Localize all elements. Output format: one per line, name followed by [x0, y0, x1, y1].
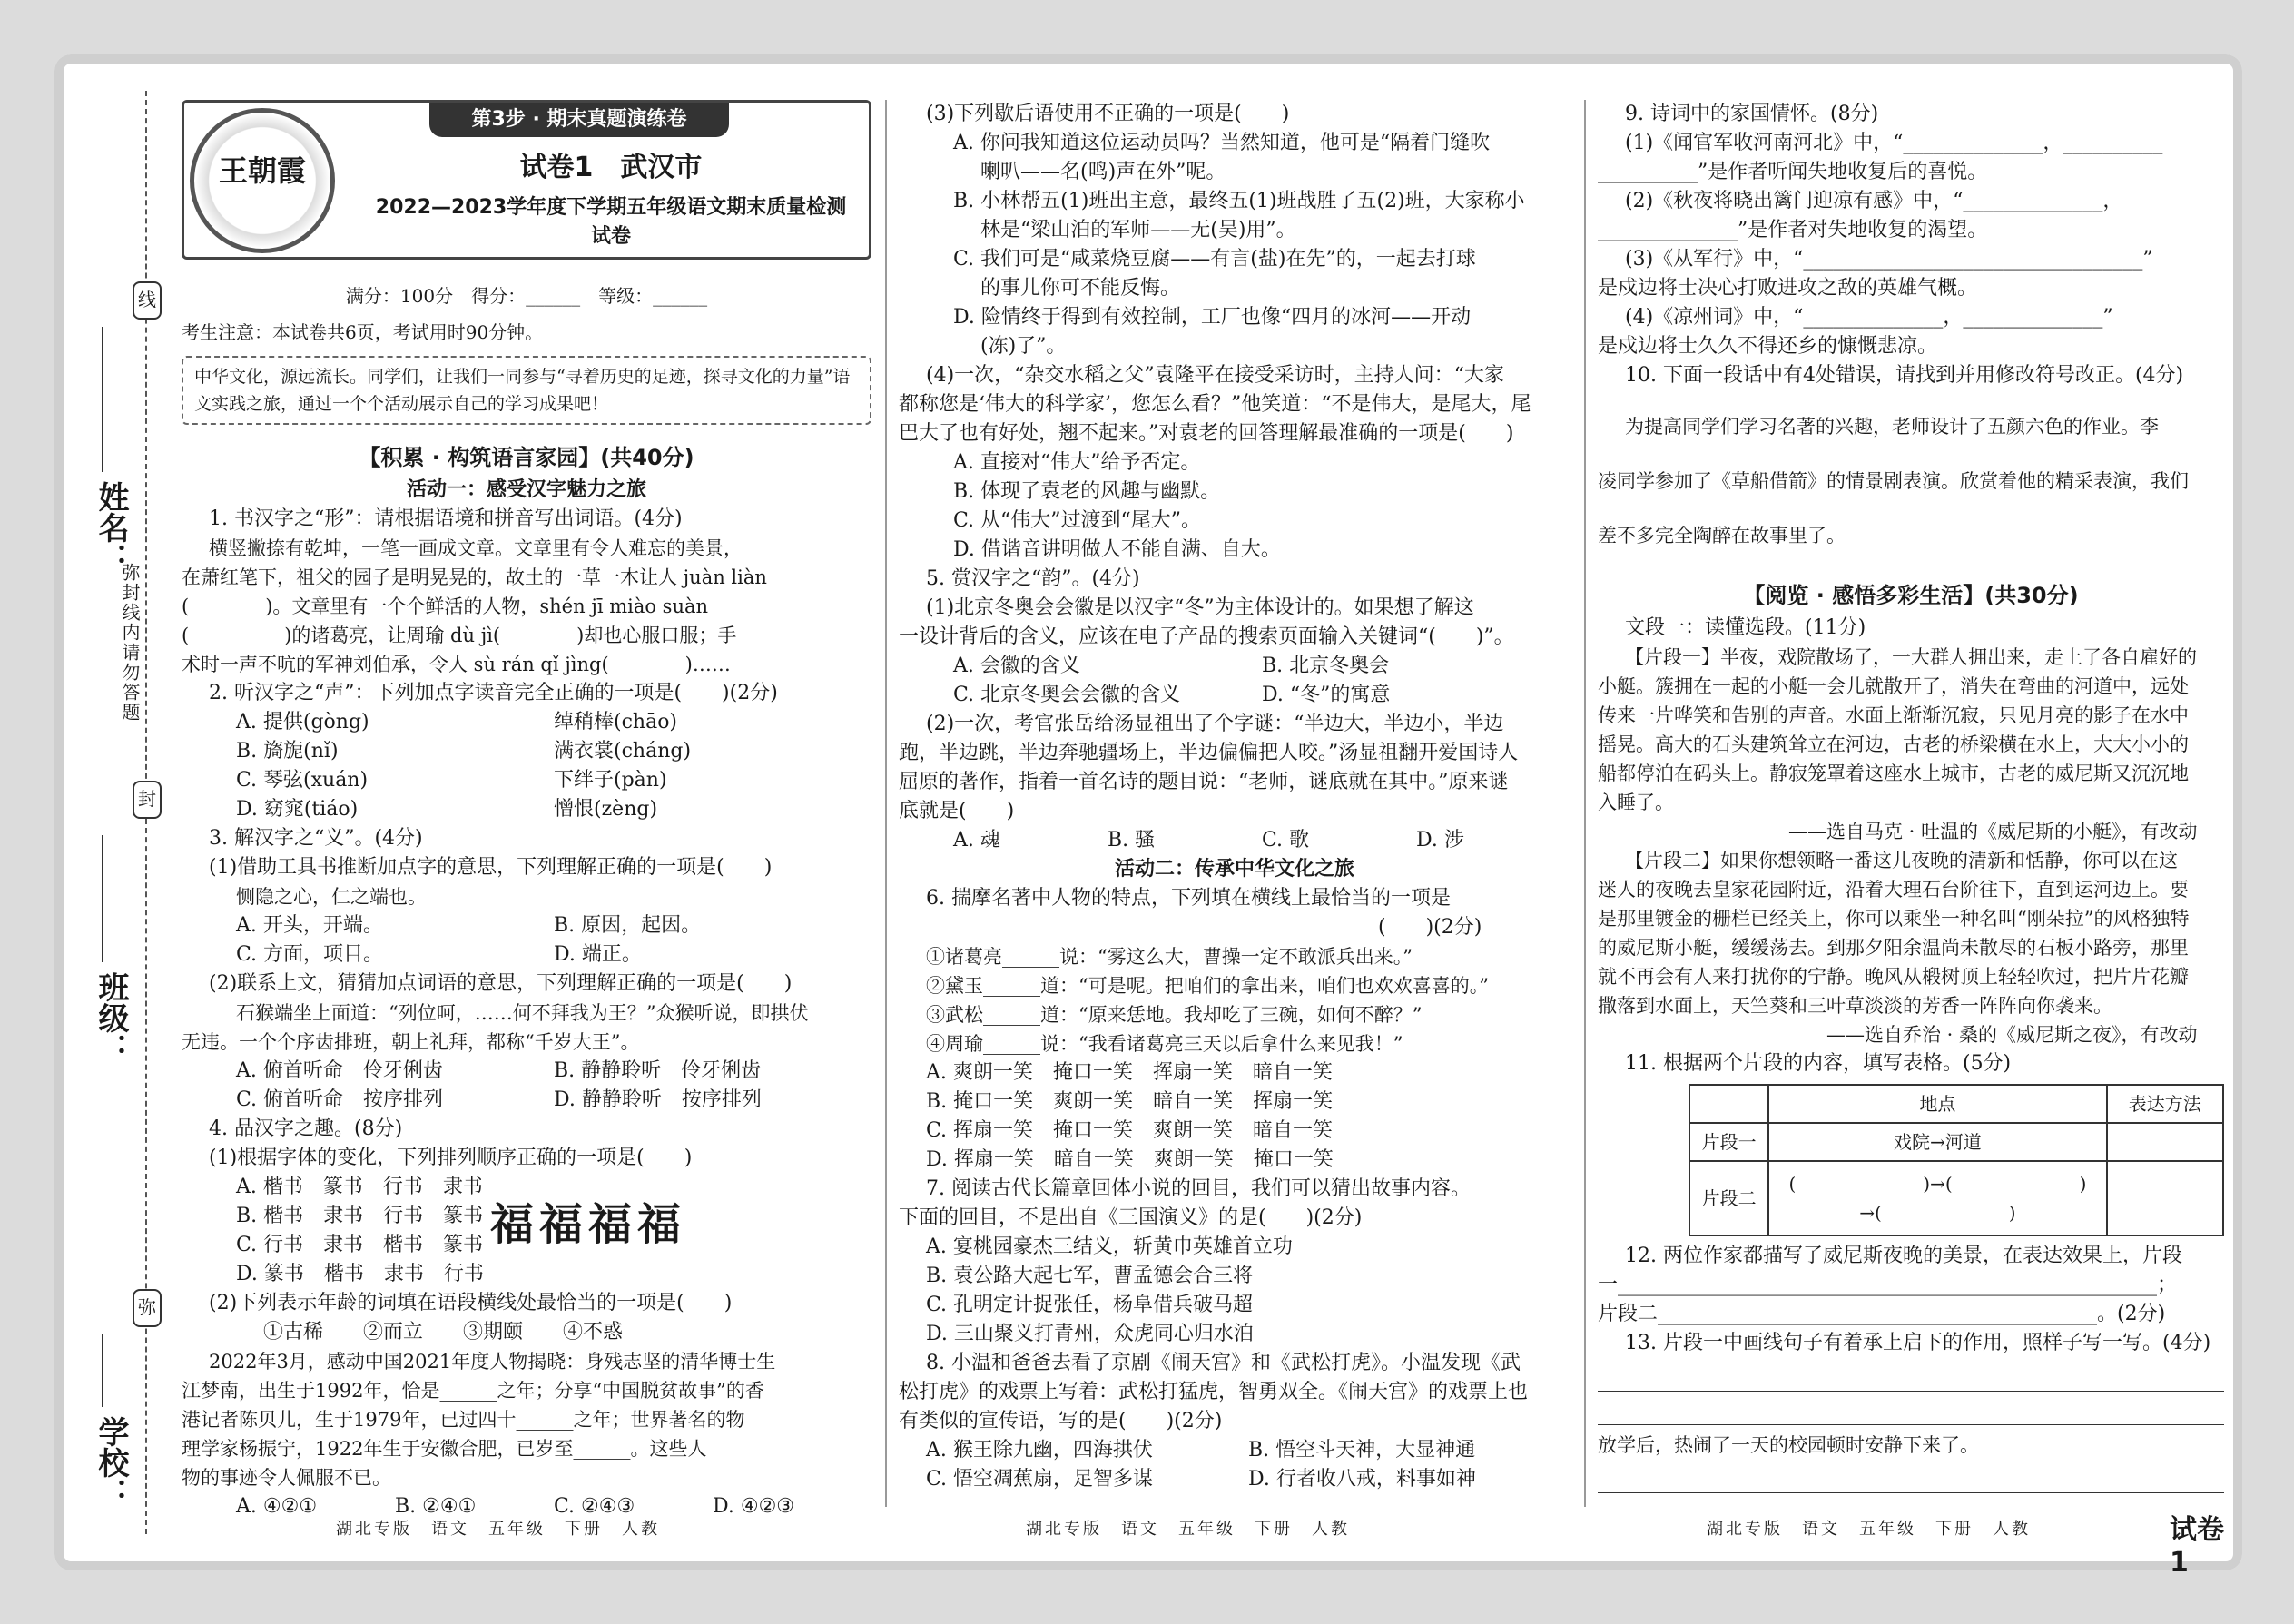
score-line: 满分：100分 得分：______ 等级：______: [345, 285, 708, 307]
text-line: 是戍边将士决心打败进攻之敌的英雄气概。: [1598, 277, 1978, 300]
option: C. 歌: [1262, 829, 1310, 851]
option: 绰稍棒(chāo): [554, 711, 678, 733]
footer-text: 湖北专版 语文 五年级 下册 人教: [336, 1520, 660, 1539]
table-cell: 戏院→河道: [1768, 1123, 2106, 1161]
text-line: ④周瑜______说：“我看诸葛亮三天以后拿什么来见我！”: [926, 1033, 1403, 1055]
brand-logo: [190, 108, 335, 253]
text-line: 10. 下面一段话中有4处错误，请找到并用修改符号改正。(4分): [1625, 364, 2184, 387]
logo-text: 王朝霞: [218, 153, 306, 188]
text-line: D. 借谐音讲明做人不能自满、自大。: [953, 538, 1281, 561]
text-line: 是那里镀金的栅栏已经关上，你可以乘坐一种名叫“刚朵拉”的风格独特: [1598, 908, 2190, 930]
question-list: [182, 443, 871, 1521]
option: C. 悟空凋蕉扇，足智多谋: [926, 1468, 1154, 1491]
option: D. 行者收八戒，料事如神: [1248, 1468, 1476, 1491]
text-line: 江梦南，出生于1992年，恰是______之年；分享“中国脱贫故事”的香: [182, 1380, 764, 1402]
text-line: B. 楷书 隶书 行书 篆书: [236, 1205, 484, 1227]
text-line: [899, 1465, 1570, 1494]
text-line: C. 挥扇一笑 掩口一笑 爽朗一笑 暗自一笑: [926, 1119, 1334, 1142]
question-list: [899, 100, 1570, 1494]
table-row-label: 片段二: [1689, 1161, 1768, 1235]
text-line: [182, 708, 871, 737]
text-line: 9. 诗词中的家国情怀。(8分): [1625, 103, 1879, 125]
text-line: D. 挥扇一笑 暗自一笑 爽朗一笑 掩口一笑: [926, 1148, 1334, 1171]
text-line: 11. 根据两个片段的内容，填写表格。(5分): [1625, 1052, 2012, 1075]
option: B. 悟空斗天神，大显神通: [1248, 1439, 1476, 1462]
column-divider: [885, 100, 887, 1507]
text-line: 下面的回目，不是出自《三国演义》的是( )(2分): [899, 1206, 1363, 1229]
text-line: 林是“梁山泊的军师——无(吴)用”。: [980, 219, 1296, 241]
text-line: 恻隐之心，仁之端也。: [236, 886, 427, 908]
text-line: 3. 解汉字之“义”。(4分): [209, 827, 423, 850]
fu-calligraphy-image: 福福福福: [490, 1199, 687, 1250]
text-line: 底就是( ): [899, 800, 1015, 822]
option: D. ④②③: [713, 1495, 795, 1518]
option: A. 提供(gòng): [236, 711, 369, 733]
text-line: B. 袁公路大起七军，曹孟德会合三将: [926, 1265, 1254, 1287]
text-line: A. 爽朗一笑 掩口一笑 挥扇一笑 暗自一笑: [926, 1061, 1333, 1084]
text-line: 理学家杨振宁，1922年生于安徽合肥，已岁至______。这些人: [182, 1438, 707, 1460]
text-line: (2)下列表示年龄的词填在语段横线处最恰当的一项是( ): [209, 1292, 733, 1314]
text-line: 松打虎》的戏票上写着：武松打猛虎，智勇双全。《闹天宫》的戏票上也: [899, 1381, 1529, 1403]
text-line: 【片段一】半夜，戏院散场了，一大群人拥出来，走上了各自雇好的: [1625, 646, 2197, 668]
answer-cell[interactable]: [1768, 1161, 2106, 1235]
text-line: 港记者陈贝儿，生于1979年，已过四十______之年；世界著名的物: [182, 1409, 745, 1431]
text-line: 撒落到水面上，天竺葵和三叶草淡淡的芳香一阵阵向你袭来。: [1598, 995, 2112, 1017]
answer-table: [1689, 1084, 2224, 1236]
text-line: ( )的诸葛亮，让周瑜 dù jì( )却也心服口服；手: [182, 625, 737, 646]
text-line: 7. 阅读古代长篇章回体小说的回目，我们可以猜出故事内容。: [926, 1177, 1471, 1200]
text-line: 是戍边将士久久不得还乡的慷慨悲凉。: [1598, 335, 1938, 358]
text-line: (1)北京冬奥会会徽是以汉字“冬”为主体设计的。如果想了解这: [926, 596, 1474, 619]
answer-line[interactable]: [1598, 1392, 2224, 1425]
text-line: __________”是作者听闻失地收复后的喜悦。: [1598, 161, 1988, 183]
text-line: 迷人的夜晚去皇家花园附近，沿着大理石台阶往下，直到运河边上。要: [1598, 879, 2189, 901]
text-line: D. 三山聚义打青州，众虎同心归水泊: [926, 1323, 1254, 1345]
school-label: 学校：: [93, 1416, 129, 1509]
text-line: 【积累 · 构筑语言家园】(共40分): [359, 445, 694, 470]
text-line: 片段二____________________________________________。(2分): [1598, 1303, 2166, 1325]
text-line: 屈原的著作，指着一首名诗的题目说：“老师，谜底就在其中。”原来谜: [899, 771, 1509, 793]
option: C. 方面，项目。: [236, 943, 384, 966]
text-line: 传来一片哗笑和告别的声音。水面上渐渐沉寂，只见月亮的影子在水中: [1598, 704, 2189, 726]
error-line: 为提高同学们学习名著的兴趣，老师设计了五颜六色的作业。李: [1625, 416, 2159, 438]
option: C. 俯首听命 按序排列: [236, 1088, 444, 1111]
text-line: 8. 小温和爸爸去看了京剧《闹天宫》和《武松打虎》。小温发现《武: [926, 1352, 1521, 1374]
text-line: [182, 911, 871, 940]
text-line: C. 行书 隶书 楷书 篆书: [236, 1234, 484, 1256]
name-label: 姓名：: [93, 481, 129, 574]
text-line: 12. 两位作家都描写了威尼斯夜晚的美景，在表达效果上，片段: [1625, 1245, 2182, 1267]
text-line: 横竖撇捺有乾坤，一笔一画成文章。文章里有令人难忘的美景，: [209, 537, 743, 559]
answer-line[interactable]: [1598, 1358, 2224, 1392]
option: B. 旖旎(nǐ): [236, 740, 339, 763]
footer-text: 湖北专版 语文 五年级 下册 人教: [1707, 1520, 2031, 1539]
text-line: [899, 826, 1570, 855]
seal-mark-feng: 封: [133, 781, 162, 819]
answer-cell[interactable]: [2107, 1161, 2223, 1235]
option: C. 琴弦(xuán): [236, 769, 369, 792]
option: D. 端正。: [554, 943, 642, 966]
option: 下绊子(pàn): [554, 769, 667, 792]
option: D. 静静聆听 按序排列: [554, 1088, 762, 1111]
text-line: 船都停泊在码头上。静寂笼罩着这座水上城市，古老的威尼斯又沉沉地: [1598, 763, 2189, 784]
option: B. 静静聆听 伶牙俐齿: [554, 1059, 762, 1082]
text-line: [182, 766, 871, 795]
question-list: [1598, 1242, 2224, 1358]
error-line: 差不多完全陶醉在故事里了。: [1598, 525, 1846, 546]
text-line: 13. 片段一中画线句子有着承上启下的作用，照样子写一写。(4分): [1625, 1332, 2211, 1354]
text-line: 4. 品汉字之趣。(8分): [209, 1117, 403, 1140]
text-line: 有类似的宣传语，写的是( )(2分): [899, 1410, 1223, 1432]
reading-section: [1598, 581, 2224, 1078]
text-line: 的威尼斯小艇，缓缓荡去。到那夕阳余温尚未散尽的石板小路旁，那里: [1598, 937, 2189, 959]
table-header: 地点: [1768, 1085, 2106, 1123]
text-line: 的事儿你可不能反悔。: [980, 277, 1181, 300]
text-line: 术时一声不吭的军神刘伯承，令人 sù rán qǐ jìng( )……: [182, 654, 731, 675]
text-line: 活动二：传承中华文化之旅: [1114, 858, 1354, 881]
text-line: (1)根据字体的变化，下列排列顺序正确的一项是( ): [209, 1147, 693, 1169]
text-line: [182, 1086, 871, 1115]
text-line: C. 我们可是“咸菜烧豆腐——有言(盐)在先”的，一起去打球: [953, 248, 1476, 271]
text-line: [899, 681, 1570, 710]
text-line: (冻)了”。: [980, 335, 1067, 358]
option: B. ②④①: [395, 1495, 477, 1518]
text-line: A. 宴桃园豪杰三结义，斩黄巾英雄首立功: [926, 1235, 1293, 1258]
text-line: [899, 652, 1570, 681]
text-line: (2)一次，考官张岳给汤显祖出了个字谜：“半边大，半边小，半边: [926, 713, 1504, 735]
text-line: B. 体现了袁老的风趣与幽默。: [953, 480, 1221, 503]
text-line: B. 掩口一笑 爽朗一笑 暗自一笑 挥扇一笑: [926, 1090, 1334, 1113]
option: C. 北京冬奥会会徽的含义: [953, 684, 1181, 706]
text-line: 石猴端坐上面道：“列位呵，……何不拜我为王？”众猴听说，即拱伏: [236, 1002, 809, 1024]
exam-notice: 考生注意：本试卷共6页，考试用时90分钟。: [182, 321, 544, 343]
error-passage: [1598, 399, 2224, 563]
text-line: ②黛玉______道：“可是呢。把咱们的拿出来，咱们也欢欢喜喜的。”: [926, 975, 1489, 997]
text-line: 文段一：读懂选段。(11分): [1625, 616, 1866, 639]
text-line: (2)联系上文，猜猜加点词语的意思，下列理解正确的一项是( ): [209, 972, 793, 995]
text-line: (4)《凉州词》中，“______________，______________”: [1625, 306, 2113, 329]
option: B. 北京冬奥会: [1262, 655, 1390, 677]
text-line: (3)下列歇后语使用不正确的一项是( ): [926, 103, 1290, 125]
text-line: 2022年3月，感动中国2021年度人物揭晓：身残志坚的清华博士生: [209, 1351, 776, 1373]
option: 憎恨(zèng): [554, 798, 658, 821]
text-line: 无违。一个个序齿排班，朝上礼拜，都称“千岁大王”。: [182, 1031, 640, 1053]
class-blank[interactable]: [102, 835, 103, 962]
paper-header: [182, 100, 871, 260]
text-line: ①诸葛亮______说：“雾这么大，曹操一定不敢派兵出来。”: [926, 946, 1413, 968]
seal-mark-mi: 弥: [133, 1289, 162, 1327]
text-line: ( )。文章里有一个个鲜活的人物，shén jī miào suàn: [182, 595, 709, 617]
text-line: [182, 940, 871, 969]
option: C. ②④③: [554, 1495, 635, 1518]
text-line: 喇叭——名(鸣)声在外”呢。: [980, 161, 1226, 183]
text-line: 5. 赏汉字之“韵”。(4分): [926, 567, 1140, 590]
paper-subtitle: 2022—2023学年度下学期五年级语文期末质量检测试卷: [375, 196, 847, 248]
text-line: D. 险情终于得到有效控制，工厂也像“四月的冰河——开动: [953, 306, 1472, 329]
text-line: (1)借助工具书推断加点字的意思，下列理解正确的一项是( ): [209, 856, 773, 879]
text-line: 在萧红笔下，祖父的园子是明晃晃的，故土的一草一木让人 juàn liàn: [182, 566, 767, 588]
text-line: [899, 1436, 1570, 1465]
column-two: [899, 100, 1570, 1494]
footer-text: 湖北专版 语文 五年级 下册 人教: [1026, 1520, 1350, 1539]
text-line: 巴大了也有好处，翘不起来。”对袁老的回答理解最准确的一项是( ): [899, 422, 1514, 445]
option: 满衣裳(cháng): [554, 740, 692, 763]
table-cell: [1689, 1085, 1768, 1123]
error-line: 凌同学参加了《草船借箭》的情景剧表演。欣赏着他的精采表演，我们: [1598, 470, 2189, 492]
option: A. ④②①: [236, 1495, 318, 1518]
option: A. 开头，开端。: [236, 914, 383, 937]
column-divider: [1584, 100, 1586, 1507]
text-line: D. 篆书 楷书 隶书 行书: [236, 1263, 484, 1285]
text-line: A. 直接对“伟大”给予否定。: [953, 451, 1201, 474]
text-line: ③武松______道：“原来恁地。我却吃了三碗，如何不醉？”: [926, 1004, 1423, 1026]
option: A. 魂: [953, 829, 1000, 851]
school-blank[interactable]: [102, 1334, 103, 1407]
text-line: 就不再会有人来打扰你的宁静。晚风从椴树顶上轻轻吹过，把片片花瓣: [1598, 966, 2189, 988]
text-line: (2)《秋夜将晓出篱门迎凉有感》中，“______________，: [1625, 190, 2123, 212]
text-line: 【阅览 · 感悟多彩生活】(共30分): [1743, 583, 2079, 608]
column-three: [1598, 100, 2224, 1493]
text-line: ______________”是作者对失地收复的渴望。: [1598, 219, 1988, 241]
text-line: 都称您是‘伟大的科学家’，您怎么看？”他笑道：“不是伟大，是尾大，尾: [899, 393, 1531, 416]
text-line: 一______________________________________________________；: [1598, 1274, 2178, 1296]
answer-cell[interactable]: [2107, 1123, 2223, 1161]
text-line: [182, 795, 871, 824]
example-sentence: 放学后，热闹了一天的校园顿时安静下来了。: [1598, 1434, 1979, 1456]
option: B. 骚: [1108, 829, 1156, 851]
seal-note: 弥封线内请勿答题: [119, 563, 141, 723]
option: B. 原因，起因。: [554, 914, 702, 937]
text-line: 摇晃。高大的石头建筑耸立在河边，古老的桥梁横在水上，大大小小的: [1598, 733, 2189, 755]
step-banner: 第3步 · 期末真题演练卷: [429, 103, 729, 137]
binding-margin: [54, 54, 154, 1570]
text-line: ( )(2分): [899, 916, 1482, 939]
option: A. 会徽的含义: [953, 655, 1080, 677]
text-line: (4)一次，“杂交水稻之父”袁隆平在接受采访时，主持人问：“大家: [926, 364, 1504, 387]
text-line: (1)《闻官军收河南河北》中，“______________，__________: [1625, 132, 2163, 154]
question-list: [1598, 100, 2224, 390]
intro-box: 中华文化，源远流长。同学们，让我们一同参与“寻着历史的足迹，探寻文化的力量”语文实践之旅，通过一个个活动展示自己的学习成果吧！: [182, 356, 871, 425]
option: A. 猴王除九幽，四海拱伏: [926, 1439, 1153, 1462]
paper-title: 试卷1 武汉市: [519, 152, 703, 183]
table-header: 表达方法: [2107, 1085, 2223, 1123]
text-line: A. 你问我知道这位运动员吗？当然知道，他可是“隔着门缝吹: [953, 132, 1491, 154]
text-line: ①古稀 ②而立 ③期颐 ④不惑: [263, 1321, 624, 1343]
text-line: [182, 737, 871, 766]
text-line: ——选自马克 · 吐温的《威尼斯的小艇》，有改动: [1598, 821, 2198, 842]
text-line: A. 楷书 篆书 行书 隶书: [236, 1176, 483, 1198]
text-line: ——选自乔治 · 桑的《威尼斯之夜》，有改动: [1598, 1024, 2198, 1046]
exam-sheet: [54, 54, 2242, 1579]
text-line: 【片段二】如果你想领略一番这儿夜晚的清新和恬静，你可以在这: [1625, 850, 2178, 871]
page-number: 试卷 1: [2170, 1514, 2224, 1579]
text-line: B. 小林帮五(1)班出主意，最终五(1)班战胜了五(2)班，大家称小: [953, 190, 1525, 212]
blank-text: ( )→( ): [1788, 1173, 2087, 1195]
name-blank[interactable]: [102, 327, 103, 472]
answer-line[interactable]: [1598, 1460, 2224, 1493]
text-line: C. 孔明定计捉张任，杨阜借兵破马超: [926, 1294, 1254, 1316]
option: A. 俯首听命 伶牙俐齿: [236, 1059, 443, 1082]
seal-mark-xian: 线: [133, 281, 162, 320]
text-line: [182, 1057, 871, 1086]
option: D. 涉: [1416, 829, 1464, 851]
class-label: 班级：: [93, 971, 129, 1064]
text-line: 2. 听汉字之“声”：下列加点字读音完全正确的一项是( )(2分): [209, 682, 778, 704]
option: D. 窈窕(tiáo): [236, 798, 359, 821]
text-line: 物的事迹令人佩服不已。: [182, 1467, 391, 1489]
column-one: [182, 100, 871, 1521]
blank-text: →( ): [1859, 1202, 2016, 1224]
text-line: C. 从“伟大”过渡到“尾大”。: [953, 509, 1202, 532]
option: D. “冬”的寓意: [1262, 684, 1391, 706]
text-line: 入睡了。: [1598, 792, 1674, 813]
text-line: 小艇。簇拥在一起的小艇一会儿就散开了，消失在弯曲的河道中，远处: [1598, 675, 2189, 697]
text-line: 1. 书汉字之“形”：请根据语境和拼音写出词语。(4分): [209, 507, 683, 530]
table-row-label: 片段一: [1689, 1123, 1768, 1161]
text-line: 活动一：感受汉字魅力之旅: [406, 478, 646, 501]
text-line: 跑，半边跳，半边奔驰疆场上，半边偏偏把人咬。”汤显祖翻开爱国诗人: [899, 742, 1519, 764]
text-line: 6. 揣摩名著中人物的特点，下列填在横线上最恰当的一项是: [926, 887, 1451, 910]
text-line: 一设计背后的含义，应该在电子产品的搜索页面输入关键词“( )”。: [899, 625, 1514, 648]
text-line: (3)《从军行》中，“__________________________________”: [1625, 248, 2153, 271]
